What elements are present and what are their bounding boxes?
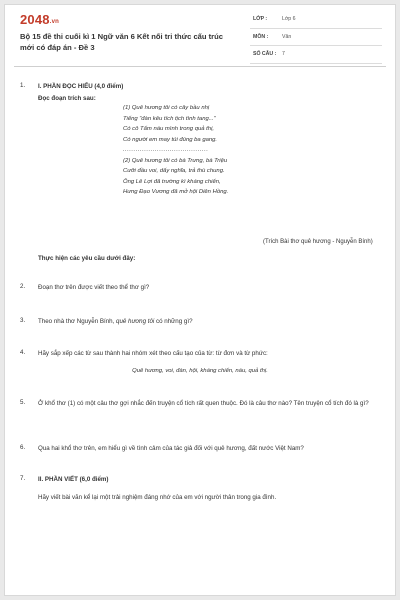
poem-line: Hưng Đạo Vương đã mở hội Diên Hồng. — [123, 189, 229, 195]
question-number: 4. — [20, 349, 26, 356]
poem-excerpt — [123, 103, 228, 198]
writing-prompt-text: Hãy viết bài văn kể lại một trải nghiệm đáng nhớ của em với người thân trong gia đình. — [38, 494, 277, 501]
document-page — [4, 4, 396, 596]
meta-value: Văn — [282, 33, 292, 40]
poem-line: (1) Quê hương tôi có cây bầu nhị — [123, 105, 210, 111]
reading-sub-heading: Đọc đoạn trích sau: — [38, 95, 96, 102]
question-number: 6. — [20, 444, 26, 451]
word-list: Quê hương, voi, đàn, hội, kháng chiến, náu, quả thị. — [132, 368, 268, 374]
meta-value: 7 — [282, 51, 285, 57]
poem-line: (2) Quê hương tôi có bà Trưng, bà Triệu — [123, 157, 228, 164]
poem-line: Tiếng “đàn kêu tích tịch tình tang...” — [123, 115, 216, 122]
poem-line: Có cô Tấm náu mình trong quả thị, — [123, 126, 215, 132]
question-number: 2. — [20, 283, 26, 290]
question-text: Qua hai khổ thơ trên, em hiểu gì về tình cảm của tác giả đối với quê hương, đất nước Việt Nam? — [38, 445, 304, 452]
question-text: Theo nhà thơ Nguyễn Bính, quê hương tôi có những gì? — [38, 318, 193, 325]
document-title: Bộ 15 đề thi cuối kì 1 Ngữ văn 6 Kết nối tri thức cấu trúc mới có đáp án - Đề 3 — [20, 32, 223, 52]
meta-subject — [250, 31, 382, 47]
meta-label: MÔN : — [253, 33, 269, 40]
question-text: Đoạn thơ trên được viết theo thể thơ gì? — [38, 284, 150, 291]
meta-label: SỐ CÂU : — [253, 51, 277, 57]
document-meta — [250, 13, 382, 66]
question-number: 5. — [20, 399, 26, 406]
question-number: 3. — [20, 317, 26, 324]
poem-line: Ông Lê Lợi đã trường kì kháng chiến, — [123, 178, 221, 185]
meta-class — [250, 13, 382, 29]
poem-source: (Trích Bài thơ quê hương - Nguyễn Bính) — [263, 239, 373, 245]
question-text: Hãy sắp xếp các từ sau thành hai nhóm xét theo cấu tạo của từ: từ đơn và từ phức: — [38, 350, 268, 357]
section-heading: I. PHẦN ĐỌC HIỂU (4,0 điểm) — [38, 83, 124, 90]
meta-label: LỚP : — [253, 16, 268, 22]
site-logo[interactable]: 2048.vn — [20, 12, 60, 27]
meta-value: Lớp 6 — [282, 16, 296, 22]
section-heading: II. PHẦN VIẾT (6,0 điểm) — [38, 476, 109, 483]
question-text: Ở khổ thơ (1) có một câu thơ gợi nhắc đến truyện cổ tích rất quen thuộc. Đó là câu thơ nào? Tên truyện cổ tích đó là gì? — [38, 400, 369, 407]
poem-separator: ........................................ — [123, 147, 209, 153]
poem-line: Có người em may túi đúng ba gang. — [123, 136, 218, 143]
instruction-text: Thực hiện các yêu cầu dưới đây: — [38, 255, 136, 262]
question-number: 7. — [20, 475, 26, 482]
header-divider — [14, 66, 386, 67]
question-number: 1. — [20, 82, 26, 89]
meta-question-count — [250, 48, 382, 64]
poem-line: Cưỡi đầu voi, dấy nghĩa, trả thù chung. — [123, 168, 225, 174]
